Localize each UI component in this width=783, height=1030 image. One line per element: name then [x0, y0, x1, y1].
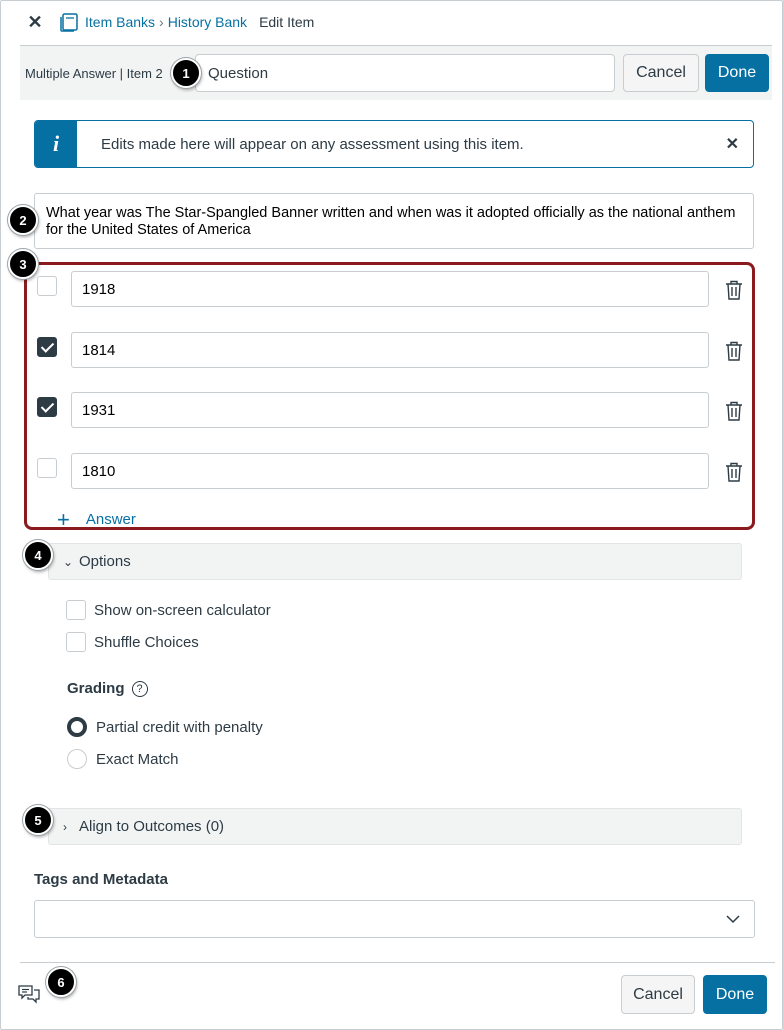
chevron-down-icon: ⌄ — [63, 554, 74, 569]
grading-option[interactable] — [67, 716, 263, 738]
breadcrumb-current: Edit Item — [259, 14, 315, 30]
answers-section — [24, 262, 755, 530]
answer-row — [27, 389, 752, 429]
callout-badge: 1 — [171, 58, 201, 88]
answer-correct-checkbox[interactable] — [37, 337, 57, 357]
grading-option-label: Partial credit with penalty — [96, 718, 263, 736]
callout-badge: 2 — [8, 205, 38, 235]
answer-input[interactable]: 1931 — [71, 392, 709, 428]
tags-heading: Tags and Metadata — [34, 871, 168, 888]
question-stem-input[interactable]: What year was The Star-Spangled Banner written and when was it adopted officially as the national anthem for the United States of America — [34, 193, 754, 249]
answer-correct-checkbox[interactable] — [37, 397, 57, 417]
option-label: Shuffle Choices — [94, 633, 199, 651]
divider — [20, 962, 775, 963]
grading-heading — [67, 680, 148, 697]
options-label: Options — [79, 553, 131, 570]
answer-row — [27, 329, 752, 369]
callout-badge: 4 — [23, 540, 53, 570]
trash-icon[interactable] — [724, 340, 744, 362]
trash-icon[interactable] — [724, 461, 744, 483]
breadcrumb — [85, 14, 314, 30]
grading-option[interactable] — [67, 748, 179, 770]
close-icon[interactable]: ✕ — [27, 12, 43, 32]
item-bank-icon — [58, 11, 80, 33]
callout-badge: 3 — [8, 249, 38, 279]
option-shuffle[interactable] — [66, 631, 199, 653]
close-icon[interactable]: ✕ — [725, 136, 739, 153]
chevron-down-icon — [726, 912, 740, 926]
answer-correct-checkbox[interactable] — [37, 458, 57, 478]
plus-icon: + — [57, 507, 70, 532]
done-button[interactable]: Done — [705, 54, 769, 92]
breadcrumb-history-bank[interactable]: History Bank — [167, 14, 248, 30]
radio-button[interactable] — [67, 717, 87, 737]
answer-row — [27, 450, 752, 490]
callout-badge: 6 — [46, 967, 76, 997]
grading-option-label: Exact Match — [96, 750, 179, 768]
answer-row — [27, 268, 752, 308]
option-checkbox[interactable] — [66, 600, 86, 620]
trash-icon[interactable] — [724, 400, 744, 422]
radio-button[interactable] — [67, 749, 87, 769]
answer-input[interactable]: 1814 — [71, 332, 709, 368]
top-bar — [0, 0, 783, 45]
chevron-right-icon: › — [63, 819, 67, 834]
footer-done-button[interactable]: Done — [703, 975, 767, 1014]
tags-select[interactable] — [34, 900, 755, 938]
info-banner-text: Edits made here will appear on any assessment using this item. — [101, 136, 524, 153]
info-icon: i — [35, 121, 77, 167]
answer-correct-checkbox[interactable] — [37, 276, 57, 296]
align-outcomes-label: Align to Outcomes (0) — [79, 818, 225, 835]
option-label: Show on-screen calculator — [94, 601, 271, 619]
info-banner — [34, 120, 754, 168]
trash-icon[interactable] — [724, 279, 744, 301]
options-toggle[interactable] — [48, 543, 742, 580]
grading-label: Grading — [67, 680, 125, 697]
answer-input[interactable]: 1810 — [71, 453, 709, 489]
callout-badge: 5 — [23, 805, 53, 835]
add-answer-button[interactable] — [57, 507, 136, 533]
breadcrumb-item-banks[interactable]: Item Banks — [85, 14, 156, 30]
footer-cancel-button[interactable]: Cancel — [621, 975, 695, 1014]
item-type-label: Multiple Answer | Item 2 — [25, 66, 163, 81]
answer-input[interactable]: 1918 — [71, 271, 709, 307]
item-header — [20, 46, 772, 100]
feedback-icon[interactable] — [18, 983, 40, 1005]
align-outcomes-toggle[interactable] — [48, 808, 742, 845]
help-icon[interactable]: ? — [132, 681, 148, 697]
cancel-button[interactable]: Cancel — [623, 54, 699, 92]
option-calculator[interactable] — [66, 599, 271, 621]
add-answer-label: Answer — [85, 511, 136, 528]
item-title-input[interactable] — [195, 54, 615, 92]
option-checkbox[interactable] — [66, 632, 86, 652]
chevron-right-icon: › — [159, 14, 164, 30]
